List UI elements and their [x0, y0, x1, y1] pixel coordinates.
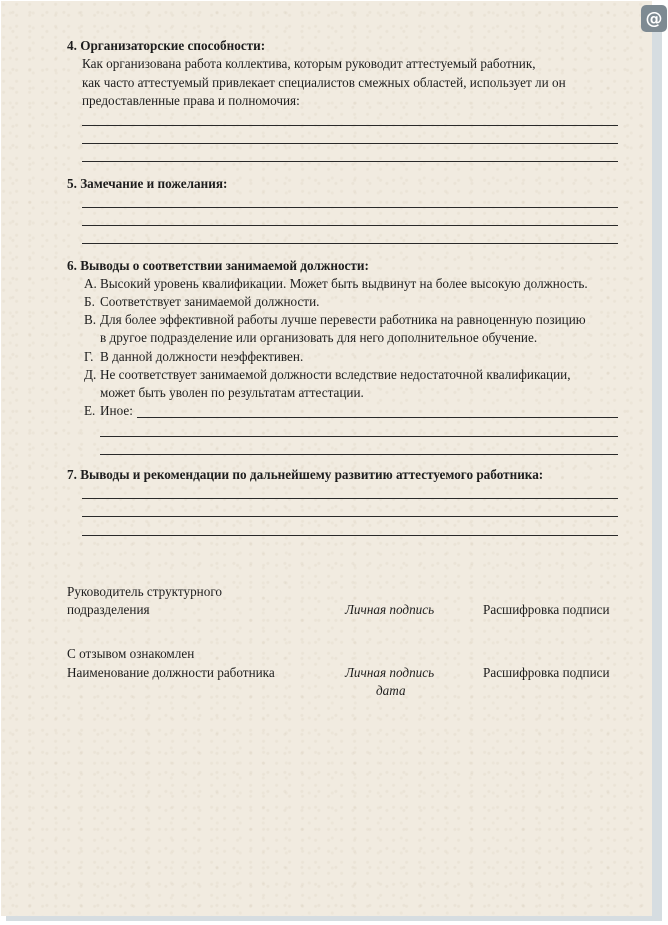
- option-g-text: В данной должности неэффективен.: [100, 349, 304, 364]
- section-5-title: 5. Замечание и пожелания:: [67, 176, 228, 191]
- employee-position-label: Наименование должности работника: [67, 665, 275, 680]
- option-letter-a: А.: [84, 276, 97, 291]
- option-letter-g: Г.: [84, 349, 94, 364]
- option-letter-v: В.: [84, 312, 97, 327]
- answer-line[interactable]: [82, 125, 618, 126]
- option-b-text: Соответствует занимаемой должности.: [100, 294, 320, 309]
- option-d-text: Не соответствует занимаемой должности вследствие недостаточной квалификации,: [100, 367, 571, 382]
- reviewed-label: С отзывом ознакомлен: [67, 646, 195, 661]
- personal-signature-label: Личная подпись: [345, 602, 435, 617]
- section-4-title: 4. Организаторские способности:: [67, 38, 266, 53]
- document-page: [1, 1, 652, 916]
- option-letter-d: Д.: [84, 367, 97, 382]
- option-d-text: может быть уволен по результатам аттестации.: [100, 385, 364, 400]
- answer-line[interactable]: [82, 161, 618, 162]
- answer-line[interactable]: [82, 143, 618, 144]
- answer-line[interactable]: [82, 243, 618, 244]
- section-4-text-line: предоставленные права и полномочия:: [82, 93, 300, 108]
- at-logo-icon[interactable]: @: [641, 5, 667, 32]
- option-v-text: Для более эффективной работы лучше перевести работника на равноценную позицию: [100, 312, 586, 327]
- section-4-text-line: Как организована работа коллектива, которым руководит аттестуемый работник,: [82, 56, 536, 71]
- option-letter-e: Е.: [84, 403, 96, 418]
- signature-decoding-label: Расшифровка подписи: [483, 665, 610, 680]
- option-a-text: Высокий уровень квалификации. Может быть выдвинут на более высокую должность.: [100, 276, 588, 291]
- section-7-title: 7. Выводы и рекомендации по дальнейшему развитию аттестуемого работника:: [67, 467, 544, 482]
- date-label: дата: [376, 683, 406, 698]
- option-v-text: в другое подразделение или организовать для него дополнительное обучение.: [100, 330, 538, 345]
- option-e-text: Иное:: [100, 403, 133, 418]
- manager-label: Руководитель структурного: [67, 584, 223, 599]
- answer-line[interactable]: [82, 207, 618, 208]
- answer-line[interactable]: [82, 498, 618, 499]
- section-4-text-line: как часто аттестуемый привлекает специалистов смежных областей, использует ли он: [82, 75, 566, 90]
- personal-signature-label: Личная подпись: [345, 665, 435, 680]
- answer-line[interactable]: [82, 225, 618, 226]
- other-answer-line[interactable]: [100, 454, 618, 455]
- signature-decoding-label: Расшифровка подписи: [483, 602, 610, 617]
- option-letter-b: Б.: [84, 294, 95, 309]
- answer-line[interactable]: [82, 516, 618, 517]
- other-answer-line[interactable]: [100, 436, 618, 437]
- other-answer-line[interactable]: [137, 417, 618, 418]
- section-6-title: 6. Выводы о соответствии занимаемой должности:: [67, 258, 369, 273]
- answer-line[interactable]: [82, 535, 618, 536]
- manager-label: подразделения: [67, 602, 150, 617]
